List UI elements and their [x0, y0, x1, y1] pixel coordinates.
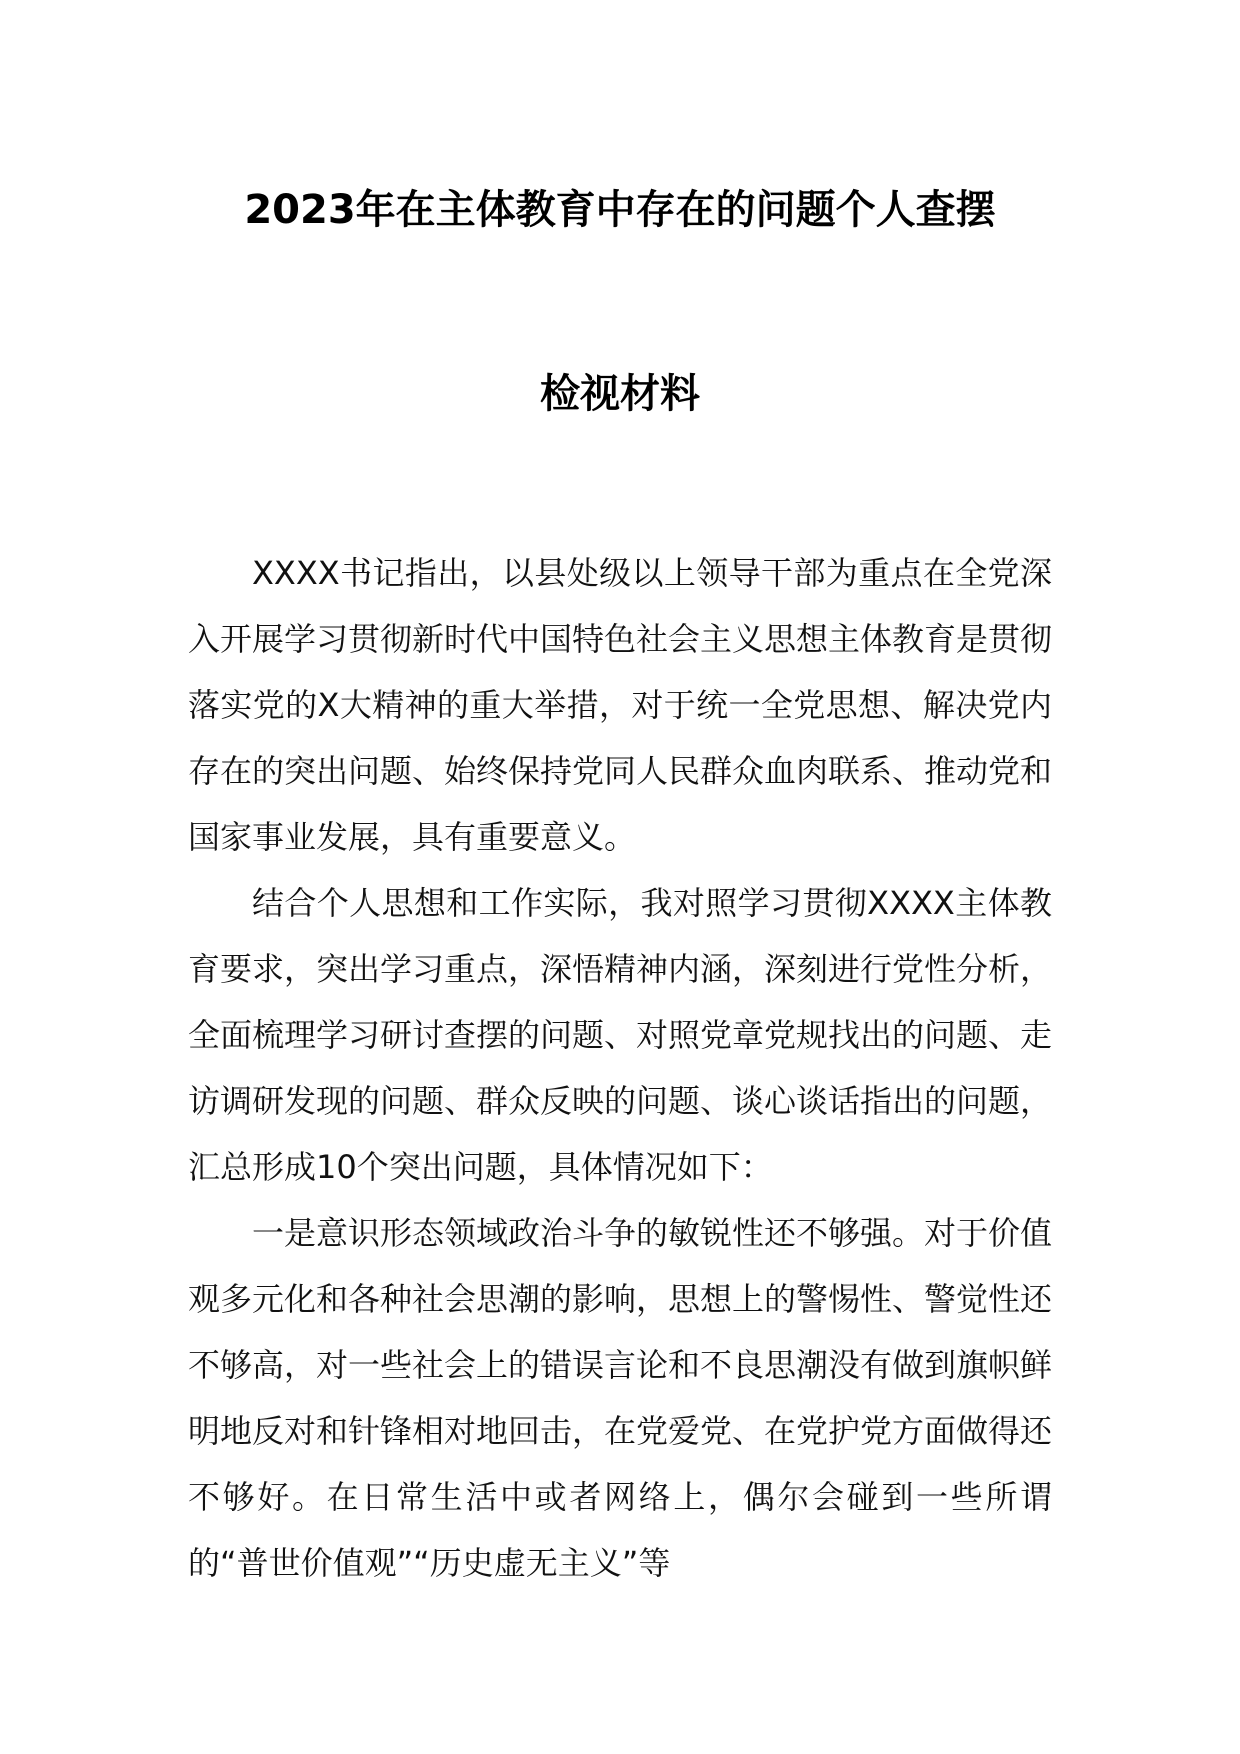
- paragraph-problem-1: 一是意识形态领域政治斗争的敏锐性还不够强。对于价值观多元化和各种社会思潮的影响，思想上的警惕性、警觉性还不够高，对一些社会上的错误言论和不良思潮没有做到旗帜鲜明地反对和针锋相对地回击，在党爱党、在党护党方面做得还不够好。在日常生活中或者网络上，偶尔会碰到一些所谓的“普世价值观”“历史虚无主义”等: [188, 1214, 1053, 1582]
- document-body: [188, 540, 1052, 1596]
- paragraph-intro: XXXX书记指出，以县处级以上领导干部为重点在全党深入开展学习贯彻新时代中国特色社会主义思想主体教育是贯彻落实党的X大精神的重大举措，对于统一全党思想、解决党内存在的突出问题、始终保持党同人民群众血肉联系、推动党和国家事业发展，具有重要意义。: [188, 554, 1053, 856]
- document-title-line-1: 2023年在主体教育中存在的问题个人查摆: [244, 187, 996, 233]
- paragraph-summary: 结合个人思想和工作实际，我对照学习贯彻XXXX主体教育要求，突出学习重点，深悟精神内涵，深刻进行党性分析，全面梳理学习研讨查摆的问题、对照党章党规找出的问题、走访调研发现的问题、群众反映的问题、谈心谈话指出的问题，汇总形成10个突出问题，具体情况如下：: [188, 884, 1053, 1186]
- document-title-line-2: 检视材料: [540, 371, 700, 417]
